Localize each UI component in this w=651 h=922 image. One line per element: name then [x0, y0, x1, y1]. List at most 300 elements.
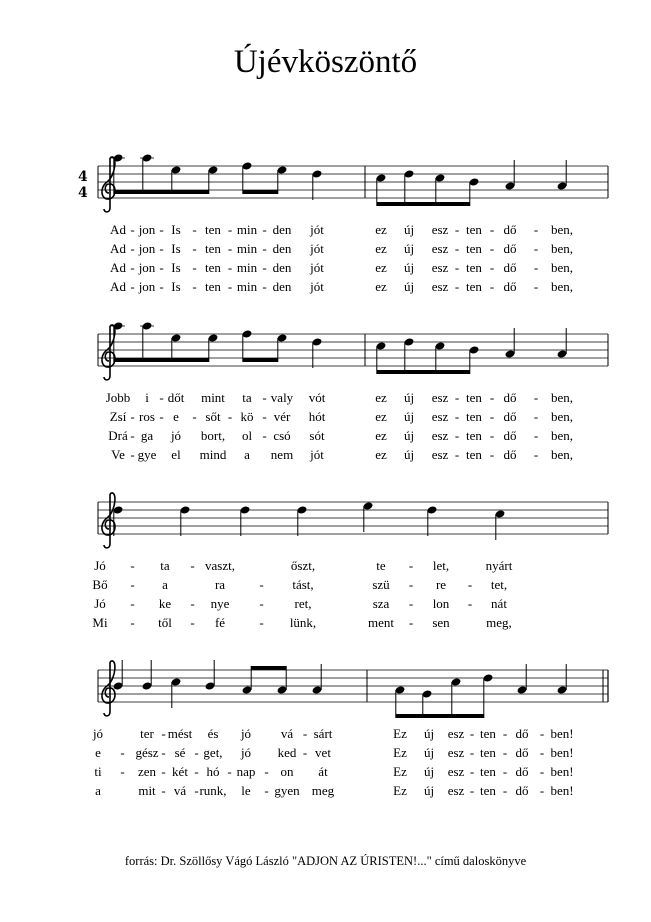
- lyric-hyphen: -: [130, 279, 135, 294]
- lyric-syllable: ez: [375, 447, 387, 462]
- lyric-hyphen: -: [262, 222, 267, 237]
- lyric-syllable: runk,: [199, 783, 227, 798]
- lyric-syllable: Ve: [111, 447, 125, 462]
- lyric-syllable: Ad: [110, 241, 126, 256]
- lyric-syllable: ben!: [550, 783, 574, 798]
- lyric-syllable: ben,: [550, 447, 574, 462]
- treble-clef-icon: [102, 325, 115, 380]
- lyric-syllable: ra: [214, 577, 226, 592]
- beam: [396, 714, 484, 718]
- lyric-syllable: ter: [140, 726, 154, 741]
- lyric-hyphen: -: [194, 764, 199, 779]
- lyric-syllable: sót: [309, 428, 325, 443]
- lyric-syllable: a: [244, 447, 250, 462]
- song-title: Újévköszöntő: [233, 44, 418, 80]
- lyric-hyphen: -: [192, 279, 197, 294]
- lyric-syllable: kö: [240, 409, 254, 424]
- lyric-syllable: ta: [160, 558, 170, 573]
- lyric-hyphen: -: [194, 783, 199, 798]
- lyric-hyphen: -: [130, 558, 135, 573]
- lyric-syllable: dő: [503, 428, 517, 443]
- staff: [0, 654, 651, 726]
- lyric-syllable: meg: [311, 783, 335, 798]
- lyric-syllable: Jó: [94, 596, 106, 611]
- lyric-syllable: dő: [503, 279, 517, 294]
- lyric-syllable: szü: [372, 577, 390, 592]
- lyric-syllable: mit: [138, 783, 156, 798]
- lyric-hyphen: -: [469, 783, 475, 798]
- lyric-syllable: ben,: [550, 279, 574, 294]
- lyric-hyphen: -: [161, 726, 166, 741]
- lyric-hyphen: -: [262, 279, 267, 294]
- lyric-syllable: nát: [491, 596, 507, 611]
- lyric-syllable: lünk,: [289, 615, 317, 630]
- lyric-syllable: csó: [273, 428, 291, 443]
- lyric-hyphen: -: [467, 577, 473, 592]
- lyric-hyphen: -: [227, 222, 233, 237]
- lyric-hyphen: -: [192, 409, 197, 424]
- lyric-syllable: jót: [310, 447, 324, 462]
- lyric-syllable: ben,: [550, 390, 574, 405]
- lyric-syllable: új: [403, 409, 415, 424]
- lyric-hyphen: -: [227, 260, 233, 275]
- lyric-hyphen: -: [539, 726, 545, 741]
- lyric-hyphen: -: [469, 764, 475, 779]
- beam: [243, 358, 278, 362]
- lyric-syllable: ten: [205, 241, 221, 256]
- lyric-syllable: dő: [503, 390, 517, 405]
- treble-clef-icon: [102, 661, 115, 716]
- lyric-syllable: esz: [431, 222, 449, 237]
- lyric-hyphen: -: [161, 783, 166, 798]
- lyric-syllable: esz: [431, 428, 449, 443]
- lyric-syllable: let,: [432, 558, 450, 573]
- lyric-syllable: ment: [368, 615, 394, 630]
- lyric-hyphen: -: [454, 428, 460, 443]
- lyric-hyphen: -: [159, 222, 164, 237]
- lyric-hyphen: -: [502, 764, 508, 779]
- lyric-syllable: új: [403, 222, 415, 237]
- lyric-syllable: ben,: [550, 409, 574, 424]
- lyric-syllable: Mi: [92, 615, 108, 630]
- lyric-syllable: ked: [277, 745, 297, 760]
- source-citation: forrás: Dr. Szöllősy Vágó László "ADJON AZ ÚRISTEN!..." című daloskönyve: [124, 854, 527, 868]
- lyric-hyphen: -: [161, 745, 166, 760]
- lyric-hyphen: -: [467, 596, 473, 611]
- lyric-syllable: esz: [431, 279, 449, 294]
- lyric-syllable: min: [236, 222, 258, 237]
- lyric-syllable: Ez: [393, 726, 407, 741]
- beam: [114, 190, 209, 194]
- lyric-hyphen: -: [264, 764, 269, 779]
- lyric-hyphen: -: [408, 558, 414, 573]
- lyric-syllable: új: [423, 726, 435, 741]
- beam: [377, 202, 470, 206]
- lyric-syllable: ez: [375, 390, 387, 405]
- lyric-hyphen: -: [489, 409, 495, 424]
- lyric-syllable: új: [403, 428, 415, 443]
- lyric-syllable: jon: [138, 279, 156, 294]
- lyric-syllable: új: [403, 241, 415, 256]
- lyric-hyphen: -: [130, 409, 135, 424]
- lyric-syllable: vér: [273, 409, 291, 424]
- lyric-hyphen: -: [192, 222, 197, 237]
- lyric-syllable: ten: [466, 447, 482, 462]
- lyric-hyphen: -: [454, 447, 460, 462]
- lyric-syllable: ta: [242, 390, 252, 405]
- lyric-syllable: valy: [270, 390, 294, 405]
- lyric-syllable: vá: [173, 783, 187, 798]
- lyric-syllable: den: [272, 260, 292, 275]
- staff: [0, 150, 651, 222]
- lyric-syllable: nye: [210, 596, 230, 611]
- lyric-hyphen: -: [489, 447, 495, 462]
- lyric-syllable: jó: [170, 428, 182, 443]
- lyric-syllable: gyen: [274, 783, 300, 798]
- lyric-syllable: a: [162, 577, 168, 592]
- music-system-4: [0, 654, 651, 804]
- lyric-syllable: sőt: [205, 409, 221, 424]
- lyric-syllable: lon: [432, 596, 450, 611]
- lyric-hyphen: -: [454, 409, 460, 424]
- beam: [243, 190, 278, 194]
- lyric-syllable: Is: [171, 241, 181, 256]
- lyric-syllable: dő: [503, 409, 517, 424]
- lyric-hyphen: -: [192, 260, 197, 275]
- lyric-hyphen: -: [533, 279, 539, 294]
- music-system-1: [0, 150, 651, 300]
- lyric-hyphen: -: [130, 615, 135, 630]
- staff: [0, 318, 651, 390]
- lyric-hyphen: -: [533, 222, 539, 237]
- lyric-syllable: ten: [466, 409, 482, 424]
- lyric-syllable: jon: [138, 260, 156, 275]
- lyric-syllable: ben,: [550, 428, 574, 443]
- lyric-syllable: ben!: [550, 764, 574, 779]
- music-system-3: [0, 486, 651, 636]
- lyric-syllable: ten: [466, 279, 482, 294]
- lyric-syllable: ez: [375, 409, 387, 424]
- lyric-hyphen: -: [159, 260, 164, 275]
- lyric-hyphen: -: [533, 409, 539, 424]
- lyric-hyphen: -: [120, 745, 125, 760]
- lyric-syllable: ben,: [550, 222, 574, 237]
- lyric-syllable: jon: [138, 222, 156, 237]
- lyric-syllable: esz: [447, 783, 465, 798]
- lyric-syllable: ten: [466, 428, 482, 443]
- treble-clef-icon: [102, 493, 115, 548]
- lyric-hyphen: -: [130, 596, 135, 611]
- lyric-syllable: ten: [205, 279, 221, 294]
- lyric-hyphen: -: [489, 222, 495, 237]
- lyric-syllable: jó: [240, 726, 252, 741]
- lyric-syllable: dő: [503, 241, 517, 256]
- lyric-syllable: től: [158, 615, 172, 630]
- lyric-syllable: ten: [480, 783, 496, 798]
- lyric-syllable: ben,: [550, 260, 574, 275]
- lyric-hyphen: -: [262, 428, 267, 443]
- time-signature-denominator: 4: [78, 185, 88, 201]
- lyric-syllable: Ez: [393, 783, 407, 798]
- lyric-hyphen: -: [259, 615, 264, 630]
- lyric-syllable: jót: [310, 222, 324, 237]
- lyric-hyphen: -: [454, 279, 460, 294]
- lyric-syllable: ten: [466, 241, 482, 256]
- lyric-syllable: Bő: [92, 577, 108, 592]
- lyric-syllable: ten: [205, 222, 221, 237]
- lyric-hyphen: -: [489, 390, 495, 405]
- lyric-hyphen: -: [130, 428, 135, 443]
- lyric-syllable: jót: [310, 260, 324, 275]
- lyric-hyphen: -: [533, 390, 539, 405]
- lyric-hyphen: -: [259, 596, 264, 611]
- lyric-syllable: a: [95, 783, 101, 798]
- lyric-syllable: min: [236, 279, 258, 294]
- lyric-hyphen: -: [159, 279, 164, 294]
- lyric-hyphen: -: [302, 726, 308, 741]
- lyric-syllable: ez: [375, 241, 387, 256]
- lyric-syllable: új: [403, 260, 415, 275]
- lyric-syllable: át: [318, 764, 328, 779]
- lyric-syllable: vet: [315, 745, 331, 760]
- lyric-syllable: őszt,: [290, 558, 316, 573]
- lyric-syllable: ten: [466, 222, 482, 237]
- lyric-syllable: bort,: [200, 428, 226, 443]
- lyric-syllable: hó: [206, 764, 220, 779]
- lyric-syllable: mést: [167, 726, 193, 741]
- lyric-syllable: esz: [431, 241, 449, 256]
- lyric-syllable: Zsí: [109, 409, 127, 424]
- lyric-syllable: ez: [375, 260, 387, 275]
- lyric-syllable: hót: [308, 409, 326, 424]
- lyric-syllable: vá: [280, 726, 294, 741]
- lyric-syllable: le: [241, 783, 251, 798]
- lyric-syllable: sen: [432, 615, 450, 630]
- lyric-syllable: Ad: [110, 222, 126, 237]
- lyric-syllable: ten: [480, 745, 496, 760]
- lyric-syllable: den: [272, 222, 292, 237]
- lyric-syllable: ez: [375, 428, 387, 443]
- lyric-hyphen: -: [502, 726, 508, 741]
- lyric-syllable: esz: [431, 409, 449, 424]
- lyric-syllable: Is: [171, 222, 181, 237]
- lyric-syllable: e: [95, 745, 101, 760]
- lyric-hyphen: -: [130, 222, 135, 237]
- lyric-syllable: min: [236, 260, 258, 275]
- lyric-hyphen: -: [533, 260, 539, 275]
- lyric-hyphen: -: [159, 409, 164, 424]
- lyric-syllable: ga: [140, 428, 154, 443]
- lyric-hyphen: -: [227, 764, 232, 779]
- lyric-syllable: esz: [431, 390, 449, 405]
- time-signature-numerator: 4: [78, 169, 88, 185]
- staff: [0, 486, 651, 558]
- lyric-hyphen: -: [227, 409, 233, 424]
- lyric-syllable: i: [145, 390, 149, 405]
- lyric-syllable: re: [435, 577, 447, 592]
- lyric-hyphen: -: [489, 260, 495, 275]
- lyric-hyphen: -: [130, 260, 135, 275]
- lyric-hyphen: -: [533, 428, 539, 443]
- lyric-syllable: gész: [135, 745, 159, 760]
- lyric-syllable: új: [403, 447, 415, 462]
- lyric-syllable: ben,: [550, 241, 574, 256]
- lyric-hyphen: -: [302, 745, 308, 760]
- lyric-syllable: ten: [466, 260, 482, 275]
- lyric-syllable: den: [272, 241, 292, 256]
- lyric-hyphen: -: [190, 615, 195, 630]
- lyric-hyphen: -: [408, 577, 414, 592]
- lyric-syllable: te: [376, 558, 386, 573]
- music-system-2: [0, 318, 651, 468]
- lyric-syllable: ez: [375, 222, 387, 237]
- lyric-hyphen: -: [454, 260, 460, 275]
- lyric-hyphen: -: [264, 783, 269, 798]
- lyric-hyphen: -: [454, 222, 460, 237]
- lyric-syllable: tást,: [292, 577, 314, 592]
- lyric-syllable: új: [403, 390, 415, 405]
- lyric-syllable: get,: [203, 745, 223, 760]
- lyric-syllable: ti: [94, 764, 102, 779]
- lyric-hyphen: -: [159, 390, 164, 405]
- lyric-syllable: Ez: [393, 745, 407, 760]
- lyric-syllable: ten: [205, 260, 221, 275]
- lyric-hyphen: -: [533, 447, 539, 462]
- lyric-hyphen: -: [454, 241, 460, 256]
- treble-clef-icon: [102, 157, 115, 212]
- lyric-hyphen: -: [539, 783, 545, 798]
- lyric-hyphen: -: [469, 745, 475, 760]
- lyric-hyphen: -: [489, 428, 495, 443]
- lyric-syllable: nyárt: [485, 558, 513, 573]
- lyric-syllable: két: [172, 764, 188, 779]
- lyric-syllable: den: [272, 279, 292, 294]
- lyric-syllable: dő: [503, 222, 517, 237]
- lyric-syllable: Ad: [110, 260, 126, 275]
- lyric-syllable: dő: [515, 726, 529, 741]
- lyric-syllable: fé: [214, 615, 226, 630]
- lyric-syllable: on: [280, 764, 294, 779]
- lyric-syllable: dő: [515, 764, 529, 779]
- lyric-hyphen: -: [130, 241, 135, 256]
- lyric-hyphen: -: [533, 241, 539, 256]
- lyric-hyphen: -: [262, 241, 267, 256]
- lyric-syllable: ros: [139, 409, 155, 424]
- lyric-syllable: jó: [92, 726, 104, 741]
- lyric-syllable: gye: [137, 447, 157, 462]
- lyric-syllable: esz: [431, 447, 449, 462]
- lyric-hyphen: -: [408, 615, 414, 630]
- lyric-syllable: dő: [515, 783, 529, 798]
- lyric-syllable: Is: [171, 260, 181, 275]
- lyric-syllable: Ez: [393, 764, 407, 779]
- lyric-hyphen: -: [227, 279, 233, 294]
- lyric-hyphen: -: [120, 764, 125, 779]
- lyric-syllable: mind: [199, 447, 227, 462]
- lyric-syllable: ten: [466, 390, 482, 405]
- lyric-hyphen: -: [469, 726, 475, 741]
- lyric-hyphen: -: [190, 558, 195, 573]
- lyric-syllable: sé: [174, 745, 186, 760]
- lyric-syllable: Ad: [110, 279, 126, 294]
- lyric-syllable: ten: [480, 726, 496, 741]
- lyric-syllable: esz: [447, 764, 465, 779]
- lyric-syllable: Jobb: [105, 390, 131, 405]
- lyric-hyphen: -: [192, 241, 197, 256]
- lyric-syllable: új: [423, 783, 435, 798]
- lyric-hyphen: -: [161, 764, 166, 779]
- lyric-syllable: ol: [241, 428, 253, 443]
- lyric-syllable: min: [236, 241, 258, 256]
- lyric-syllable: új: [423, 745, 435, 760]
- lyric-syllable: nem: [270, 447, 294, 462]
- lyric-hyphen: -: [130, 577, 135, 592]
- lyric-syllable: ret,: [294, 596, 312, 611]
- lyric-hyphen: -: [262, 260, 267, 275]
- lyric-syllable: ke: [158, 596, 172, 611]
- lyric-hyphen: -: [502, 745, 508, 760]
- lyric-syllable: vót: [308, 390, 326, 405]
- lyric-syllable: mint: [201, 390, 225, 405]
- lyric-syllable: ben!: [550, 745, 574, 760]
- lyric-hyphen: -: [190, 596, 195, 611]
- lyric-syllable: tet,: [490, 577, 508, 592]
- lyric-syllable: zen: [137, 764, 157, 779]
- lyric-syllable: esz: [431, 260, 449, 275]
- lyric-syllable: esz: [447, 745, 465, 760]
- lyric-syllable: vaszt,: [205, 558, 235, 573]
- lyric-syllable: sza: [372, 596, 390, 611]
- beam: [114, 358, 209, 362]
- lyric-hyphen: -: [159, 241, 164, 256]
- lyric-hyphen: -: [539, 745, 545, 760]
- beam: [251, 666, 286, 670]
- lyric-syllable: jót: [310, 241, 324, 256]
- lyric-syllable: dő: [503, 260, 517, 275]
- lyric-syllable: sárt: [313, 726, 333, 741]
- lyric-syllable: jó: [240, 745, 252, 760]
- lyric-syllable: Jó: [94, 558, 106, 573]
- lyric-hyphen: -: [227, 241, 233, 256]
- lyric-syllable: dőt: [167, 390, 185, 405]
- beam: [377, 370, 470, 374]
- lyric-hyphen: -: [194, 745, 199, 760]
- lyric-syllable: és: [207, 726, 219, 741]
- lyric-hyphen: -: [130, 447, 135, 462]
- lyric-syllable: új: [423, 764, 435, 779]
- lyric-syllable: e: [173, 409, 179, 424]
- lyric-syllable: jót: [310, 279, 324, 294]
- lyric-hyphen: -: [502, 783, 508, 798]
- lyric-syllable: ten: [480, 764, 496, 779]
- lyric-syllable: esz: [447, 726, 465, 741]
- lyric-hyphen: -: [408, 596, 414, 611]
- lyric-hyphen: -: [489, 279, 495, 294]
- lyric-syllable: jon: [138, 241, 156, 256]
- lyric-syllable: dő: [503, 447, 517, 462]
- lyric-syllable: Is: [171, 279, 181, 294]
- lyric-hyphen: -: [489, 241, 495, 256]
- lyric-syllable: meg,: [486, 615, 512, 630]
- lyric-hyphen: -: [262, 390, 267, 405]
- lyric-hyphen: -: [454, 390, 460, 405]
- lyric-syllable: ez: [375, 279, 387, 294]
- lyric-hyphen: -: [259, 577, 264, 592]
- lyric-syllable: Drá: [108, 428, 128, 443]
- lyric-hyphen: -: [539, 764, 545, 779]
- lyric-syllable: új: [403, 279, 415, 294]
- lyric-hyphen: -: [262, 409, 267, 424]
